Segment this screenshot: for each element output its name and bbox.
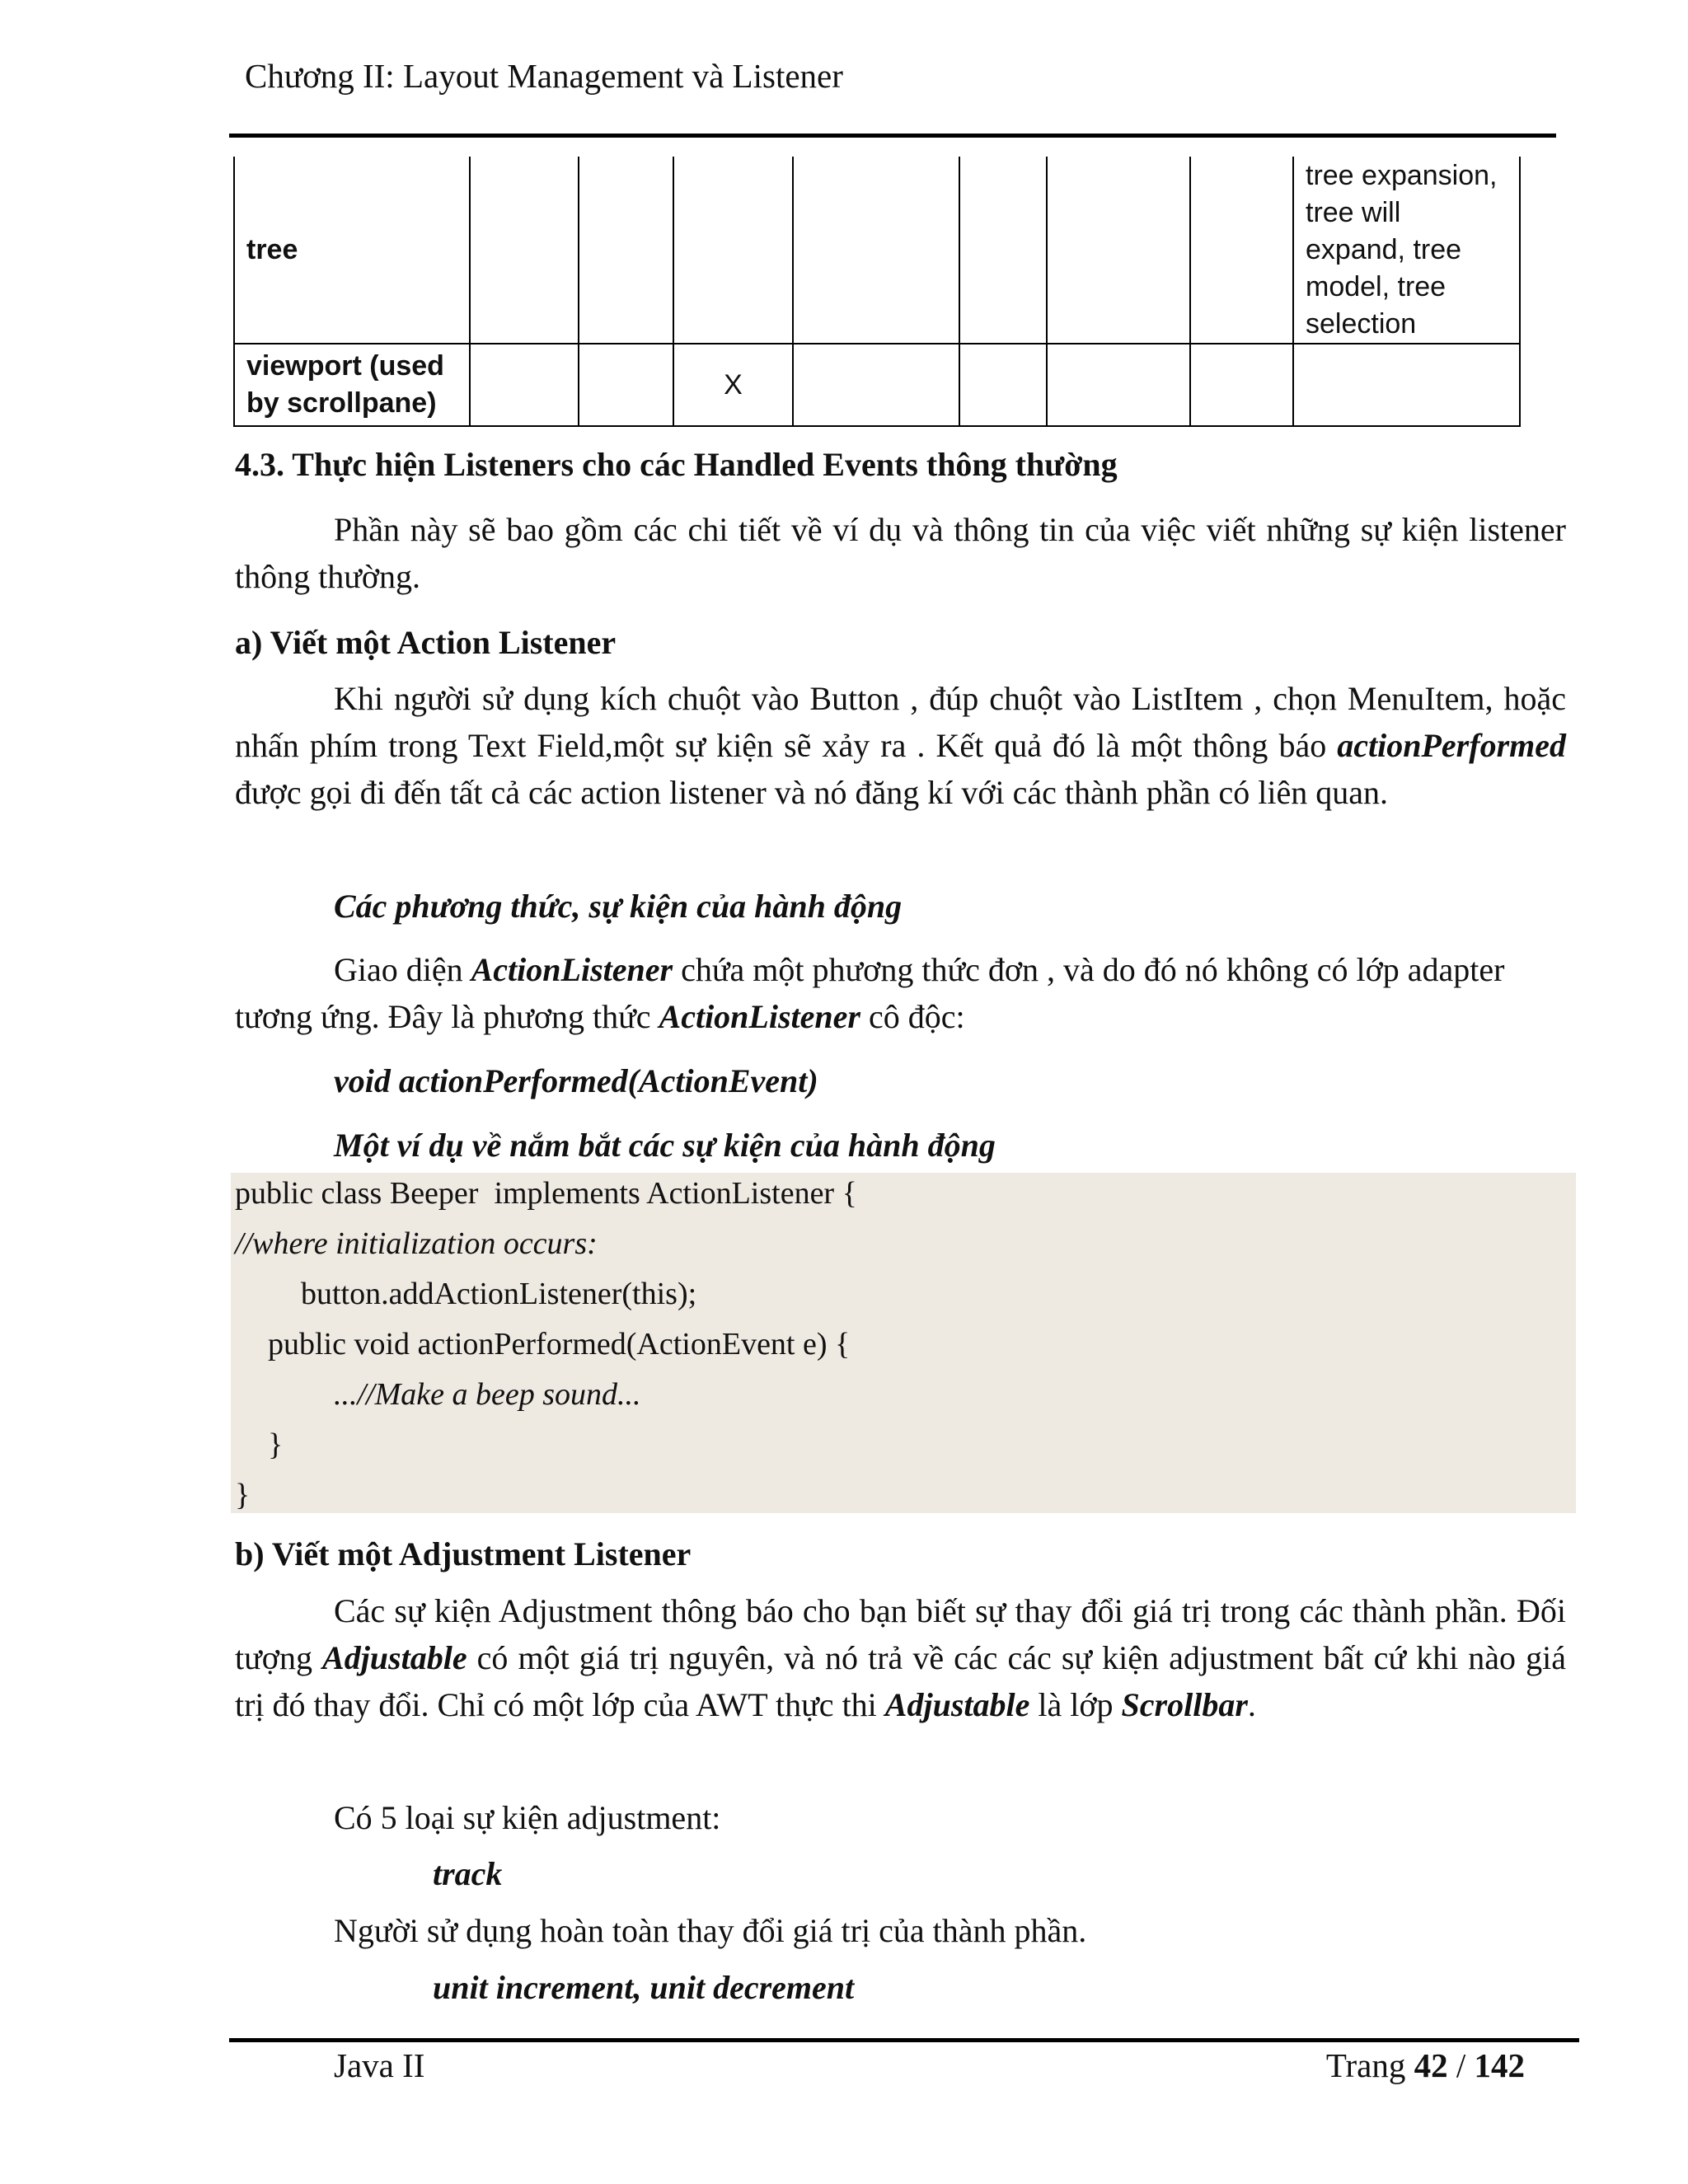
events-table bbox=[233, 157, 1521, 427]
table-cell: tree expansion, tree will expand, tree model, tree selection bbox=[1293, 157, 1520, 344]
table-cell bbox=[470, 344, 579, 426]
code-line: //where initialization occurs: bbox=[235, 1226, 598, 1261]
footer-course: Java II bbox=[334, 2046, 425, 2084]
subsection-heading: b) Viết một Adjustment Listener bbox=[235, 1535, 692, 1572]
footer-rule bbox=[229, 2038, 1579, 2042]
table-cell bbox=[673, 157, 793, 344]
code-line: button.addActionListener(this); bbox=[301, 1277, 697, 1311]
paragraph: Các sự kiện Adjustment thông báo cho bạn biết sự thay đổi giá trị trong các thành phần. Đối tượng Adjustable có một giá trị nguyên, và nó trả về các các sự kiện adjustment bất cứ khi nào giá trị đó thay đổi. Chỉ có một lớp của AWT thực thi Adjustable là lớp Scrollbar. bbox=[235, 1592, 1566, 1723]
subheading: Các phương thức, sự kiện của hành động bbox=[334, 888, 903, 925]
code-line: ...//Make a beep sound... bbox=[334, 1377, 641, 1412]
table-cell bbox=[1190, 157, 1293, 344]
table-cell: X bbox=[673, 344, 793, 426]
code-line: } bbox=[235, 1478, 251, 1512]
table-cell bbox=[959, 157, 1047, 344]
paragraph: Khi người sử dụng kích chuột vào Button , đúp chuột vào ListItem , chọn MenuItem, hoặc nhấn phím trong Text Field,một sự kiện sẽ xảy ra . Kết quả đó là một thông báo actionPerformed được gọi đi đến tất cả các action listener và nó đăng kí với các thành phần có liên quan. bbox=[235, 680, 1566, 811]
emphasis: actionPerformed bbox=[1337, 727, 1566, 764]
table-cell bbox=[793, 157, 959, 344]
table-cell bbox=[793, 344, 959, 426]
table-cell bbox=[1047, 344, 1190, 426]
subsection-heading: a) Viết một Action Listener bbox=[235, 624, 617, 661]
section-heading: 4.3. Thực hiện Listeners cho các Handled Events thông thường bbox=[235, 446, 1118, 483]
table-cell bbox=[1190, 344, 1293, 426]
table-row bbox=[234, 157, 1520, 344]
table-cell bbox=[1293, 344, 1520, 426]
paragraph: Có 5 loại sự kiện adjustment: bbox=[334, 1799, 721, 1836]
subheading: Một ví dụ về nắm bắt các sự kiện của hành động bbox=[334, 1127, 996, 1164]
section-intro: Phần này sẽ bao gồm các chi tiết về ví dụ và thông tin của việc viết những sự kiện listener thông thường. bbox=[235, 511, 1566, 595]
table-row bbox=[234, 344, 1520, 426]
event-type: unit increment, unit decrement bbox=[433, 1969, 855, 2006]
code-block bbox=[231, 1173, 1576, 1513]
code-line: } bbox=[268, 1427, 284, 1462]
method-signature: void actionPerformed(ActionEvent) bbox=[334, 1062, 818, 1099]
emphasis: Adjustable bbox=[884, 1686, 1030, 1723]
paragraph: Người sử dụng hoàn toàn thay đổi giá trị của thành phần. bbox=[334, 1912, 1087, 1949]
table-cell bbox=[579, 157, 673, 344]
code-line: public class Beeper implements ActionListener { bbox=[235, 1176, 857, 1211]
event-type: track bbox=[433, 1855, 503, 1892]
emphasis: Scrollbar bbox=[1121, 1686, 1248, 1723]
table-cell bbox=[470, 157, 579, 344]
table-cell-name: viewport (used by scrollpane) bbox=[234, 344, 470, 426]
table-cell bbox=[1047, 157, 1190, 344]
emphasis: ActionListener bbox=[659, 998, 860, 1035]
table-cell bbox=[579, 344, 673, 426]
code-line: public void actionPerformed(ActionEvent e) { bbox=[268, 1327, 851, 1361]
table-cell-name: tree bbox=[234, 157, 470, 344]
chapter-title: Chương II: Layout Management và Listener bbox=[245, 57, 843, 95]
emphasis: Adjustable bbox=[322, 1639, 467, 1676]
footer-page-number: Trang 42 / 142 bbox=[1325, 2046, 1525, 2084]
paragraph: Giao diện ActionListener chứa một phương thức đơn , và do đó nó không có lớp adapter tương ứng. Đây là phương thức ActionListener cô độc: bbox=[235, 951, 1505, 1035]
table-cell bbox=[959, 344, 1047, 426]
emphasis: ActionListener bbox=[471, 951, 673, 988]
header-rule bbox=[229, 134, 1556, 138]
